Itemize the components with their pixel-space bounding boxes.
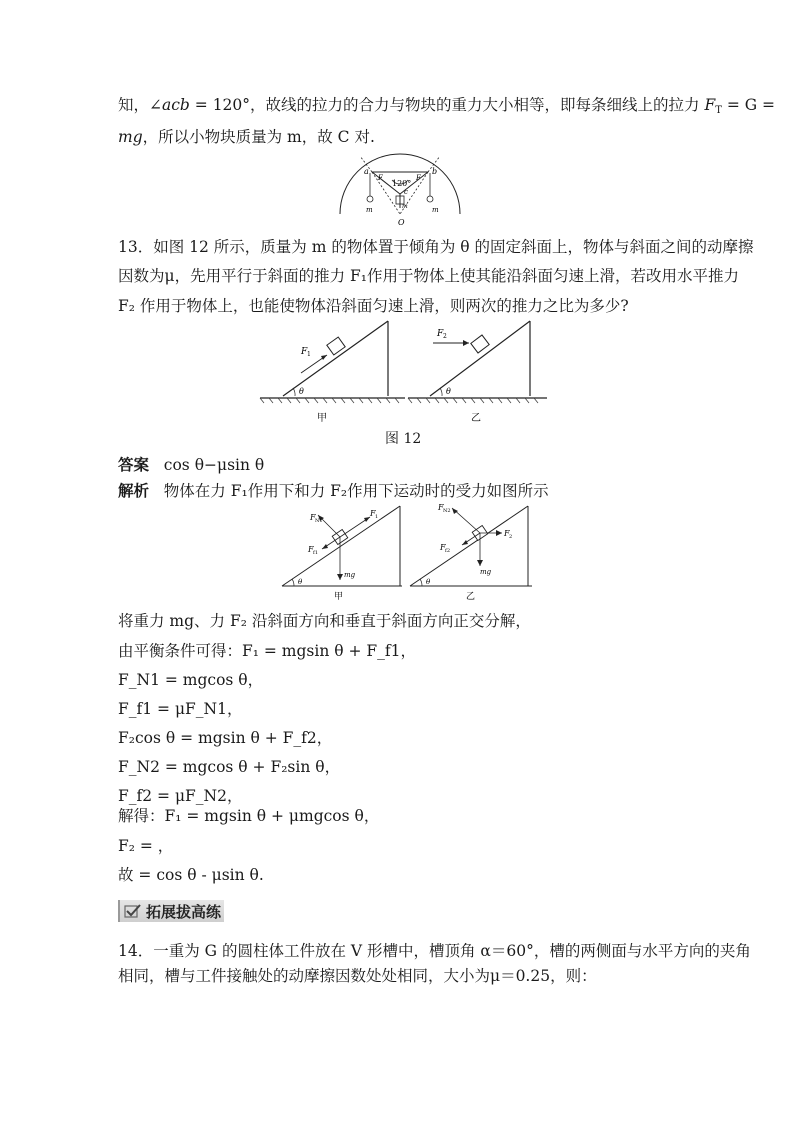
svg-text:F: F: [440, 543, 446, 552]
problem-14-line-1: 14．一重为 G 的圆柱体工件放在 V 形槽中，槽顶角 α＝60°，槽的两侧面与水平方向的夹角: [118, 942, 751, 960]
answer-label: 答案: [118, 456, 150, 474]
checkmark-icon: [124, 903, 142, 919]
svg-text:2: 2: [509, 534, 513, 540]
intro-line-2: mg，所以小物块质量为 m，故 C 对.: [118, 128, 375, 146]
svg-text:f2: f2: [445, 548, 451, 554]
svg-text:乙: 乙: [471, 413, 481, 423]
svg-text:F: F: [438, 503, 444, 512]
solution-line-5: F₂cos θ = mgsin θ + F_f2，: [118, 729, 333, 747]
svg-text:乙: 乙: [466, 592, 476, 600]
answer-line: [118, 455, 264, 475]
svg-text:2: 2: [443, 333, 447, 340]
answer-value: cos θ−μsin θ: [163, 456, 265, 474]
svg-text:N2: N2: [443, 508, 451, 514]
analysis-text: 物体在力 F₁作用下和力 F₂作用下运动时的受力如图所示: [163, 482, 549, 500]
problem-14-line-2: 相同，槽与工件接触处的动摩擦因数处处相同，大小为μ＝0.25，则：: [118, 967, 597, 985]
svg-text:m: m: [432, 206, 439, 214]
solution-line-9: F₂ = ，: [118, 837, 174, 855]
svg-text:θ: θ: [298, 578, 303, 586]
section-badge: [118, 900, 224, 922]
svg-text:θ: θ: [299, 387, 304, 396]
svg-text:F: F: [301, 347, 308, 357]
solution-line-10: 故 = cos θ - μsin θ.: [118, 866, 264, 884]
solution-line-4: F_f1 = μF_N1，: [118, 700, 243, 718]
section-title: 拓展拔高练: [146, 903, 222, 921]
svg-text:mg: mg: [480, 568, 492, 576]
solution-line-1: 将重力 mg、力 F₂ 沿斜面方向和垂直于斜面方向正交分解，: [118, 612, 531, 630]
analysis-label: 解析: [118, 482, 150, 500]
svg-text:F: F: [310, 513, 316, 522]
problem-13-line-2: 因数为μ，先用平行于斜面的推力 F₁作用于物体上使其能沿斜面匀速上滑，若改用水平推力: [118, 267, 739, 285]
svg-text:F: F: [416, 174, 421, 182]
svg-text:F: F: [437, 329, 444, 339]
solution-line-7: F_f2 = μF_N2，: [118, 787, 243, 805]
solution-line-8: 解得：F₁ = mgsin θ + μmgcos θ，: [118, 807, 380, 825]
svg-text:F: F: [378, 174, 383, 182]
analysis-line: [118, 481, 549, 501]
svg-text:F: F: [308, 545, 314, 554]
svg-text:O: O: [398, 218, 405, 227]
svg-text:甲: 甲: [334, 592, 344, 600]
svg-text:F: F: [370, 509, 376, 518]
svg-text:F: F: [504, 529, 510, 538]
svg-text:θ: θ: [446, 387, 451, 396]
solution-line-3: F_N1 = mgcos θ，: [118, 671, 264, 689]
svg-text:θ: θ: [426, 578, 431, 586]
svg-text:120°: 120°: [392, 179, 412, 188]
force-diagram-figure: [280, 502, 540, 600]
svg-text:a: a: [364, 167, 369, 176]
svg-text:b: b: [432, 167, 438, 176]
svg-text:m: m: [402, 203, 408, 210]
svg-text:f1: f1: [313, 550, 319, 556]
svg-text:1: 1: [375, 514, 379, 520]
svg-text:甲: 甲: [317, 413, 327, 423]
svg-text:m: m: [366, 206, 373, 214]
circle-force-figure: [330, 152, 470, 230]
solution-line-6: F_N2 = mgcos θ + F₂sin θ，: [118, 758, 341, 776]
intro-line-1: 知，∠acb = 120°，故线的拉力的合力与物块的重力大小相等，即每条细线上的拉力 $F_T = G$ =: [118, 96, 776, 116]
solution-line-2: 由平衡条件可得：F₁ = mgsin θ + F_f1，: [118, 642, 417, 660]
figure-12-caption: 图 12: [385, 431, 422, 447]
svg-text:N1: N1: [315, 518, 323, 524]
svg-text:mg: mg: [344, 571, 356, 579]
incline-figure-12: [255, 318, 555, 423]
svg-text:c: c: [404, 188, 408, 196]
svg-text:1: 1: [307, 351, 311, 358]
problem-13-line-1: 13．如图 12 所示，质量为 m 的物体置于倾角为 θ 的固定斜面上，物体与斜面之间的动摩擦: [118, 238, 754, 256]
problem-13-line-3: F₂ 作用于物体上，也能使物体沿斜面匀速上滑，则两次的推力之比为多少?: [118, 297, 629, 315]
